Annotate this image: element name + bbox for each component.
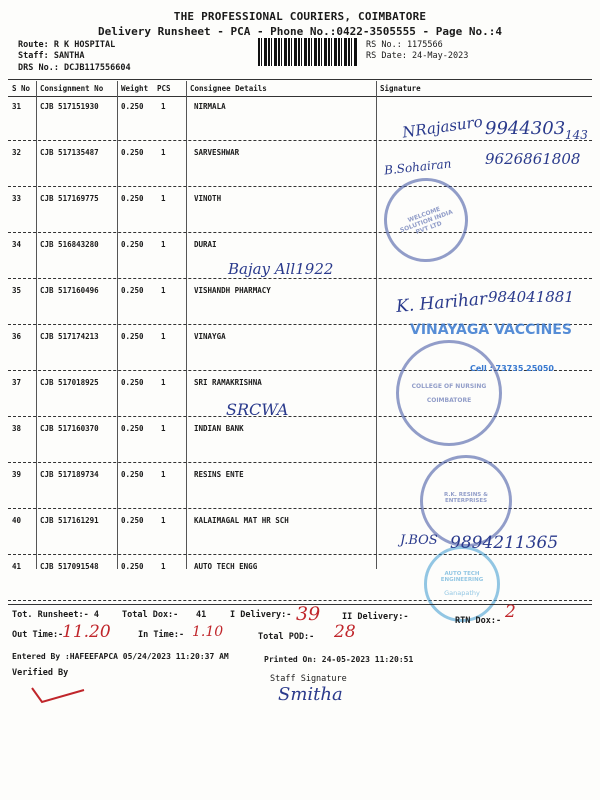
cell-weight: 0.250 bbox=[121, 470, 144, 479]
header-pcs: PCS bbox=[157, 84, 171, 93]
staff-signature-value: Smitha bbox=[278, 684, 343, 705]
table-top-rule bbox=[8, 79, 592, 80]
cell-consignee: VINOTH bbox=[194, 194, 222, 203]
cell-weight: 0.250 bbox=[121, 102, 144, 111]
cell-weight: 0.250 bbox=[121, 240, 144, 249]
cell-weight: 0.250 bbox=[121, 332, 144, 341]
cell-consignee: SRI RAMAKRISHNA bbox=[194, 378, 262, 387]
row-divider bbox=[8, 186, 592, 187]
signature-kalaimagal: J.BOS bbox=[400, 533, 438, 548]
col-divider bbox=[376, 81, 377, 569]
total-pod-label: Total POD:- bbox=[258, 632, 315, 642]
i-delivery-label: I Delivery:- bbox=[230, 610, 292, 620]
rtn-dox-value: 2 bbox=[505, 602, 516, 622]
cell-consignment: CJB 517135487 bbox=[40, 148, 99, 157]
cell-pcs: 1 bbox=[161, 562, 166, 571]
phone-nirmala-extra: 143 bbox=[565, 128, 588, 142]
cell-consignment: CJB 517091548 bbox=[40, 562, 99, 571]
printed-on: Printed On: 24-05-2023 11:20:51 bbox=[264, 655, 414, 664]
in-time-value: 1.10 bbox=[192, 624, 224, 640]
cell-weight: 0.250 bbox=[121, 562, 144, 571]
phone-kalaimagal: 9894211365 bbox=[450, 533, 559, 553]
cell-consignee: DURAI bbox=[194, 240, 217, 249]
route-label: Route: R K HOSPITAL bbox=[18, 40, 116, 50]
cell-consignment: CJB 517151930 bbox=[40, 102, 99, 111]
cell-weight: 0.250 bbox=[121, 148, 144, 157]
table-header-rule bbox=[8, 96, 592, 97]
barcode bbox=[258, 38, 358, 66]
stamp-rk-resins: R.K. RESINS & ENTERPRISES bbox=[420, 455, 512, 547]
staff-signature-label: Staff Signature bbox=[270, 674, 347, 684]
cell-pcs: 1 bbox=[161, 286, 166, 295]
cell-weight: 0.250 bbox=[121, 194, 144, 203]
cell-sno: 39 bbox=[12, 470, 22, 479]
total-pod-value: 28 bbox=[334, 622, 356, 642]
phone-sarveshwar: 9626861808 bbox=[485, 150, 581, 168]
cell-weight: 0.250 bbox=[121, 378, 144, 387]
cell-pcs: 1 bbox=[161, 424, 166, 433]
cell-consignment: CJB 517160496 bbox=[40, 286, 99, 295]
cell-consignment: CJB 517189734 bbox=[40, 470, 99, 479]
cell-consignee: VISHANDH PHARMACY bbox=[194, 286, 271, 295]
out-time-label: Out Time:- bbox=[12, 630, 64, 640]
ii-delivery-label: II Delivery:- bbox=[342, 612, 409, 622]
row-divider bbox=[8, 140, 592, 141]
i-delivery-value: 39 bbox=[296, 603, 321, 625]
signature-sarveshwar: B.Sohairan bbox=[383, 156, 452, 178]
cell-consignee: KALAIMAGAL MAT HR SCH bbox=[194, 516, 289, 525]
cell-sno: 35 bbox=[12, 286, 22, 295]
rs-date: RS Date: 24-May-2023 bbox=[366, 51, 469, 61]
drs-number: DRS No.: DCJB117556604 bbox=[18, 63, 131, 73]
cell-consignee: SARVESHWAR bbox=[194, 148, 240, 157]
cell-pcs: 1 bbox=[161, 102, 166, 111]
cell-consignment: CJB 517161291 bbox=[40, 516, 99, 525]
runsheet-title: Delivery Runsheet - PCA - Phone No.:0422-3505555 - Page No.:4 bbox=[98, 25, 502, 38]
cell-consignee: RESINS ENTE bbox=[194, 470, 244, 479]
phone-nirmala: 9944303 bbox=[485, 118, 566, 139]
row-divider bbox=[8, 600, 592, 601]
total-dox-label: Total Dox:- bbox=[122, 610, 179, 620]
cell-pcs: 1 bbox=[161, 148, 166, 157]
cell-consignment: CJB 516843280 bbox=[40, 240, 99, 249]
col-divider bbox=[36, 81, 37, 569]
in-time-label: In Time:- bbox=[138, 630, 185, 640]
cell-consignee: VINAYGA bbox=[194, 332, 226, 341]
col-divider bbox=[186, 81, 187, 569]
header-consignment: Consignment No bbox=[40, 84, 104, 93]
handwriting-durai: Bajay All1922 bbox=[228, 260, 334, 278]
row-divider bbox=[8, 416, 592, 417]
row-divider bbox=[8, 554, 592, 555]
rs-number: RS No.: 1175566 bbox=[366, 40, 443, 50]
signature-vishandh: K. Harihar bbox=[395, 289, 488, 317]
header-weight: Weight bbox=[121, 84, 149, 93]
cell-consignee: AUTO TECH ENGG bbox=[194, 562, 258, 571]
cell-sno: 38 bbox=[12, 424, 22, 433]
cell-consignment: CJB 517018925 bbox=[40, 378, 99, 387]
rtn-dox-label: RTN Dox:- bbox=[455, 616, 502, 626]
row-divider bbox=[8, 232, 592, 233]
stamp-vinayaga-phone: Cell : 73735 25050 bbox=[470, 364, 554, 373]
cell-weight: 0.250 bbox=[121, 424, 144, 433]
total-runsheet: Tot. Runsheet:- 4 bbox=[12, 610, 99, 620]
signature-nirmala: NRajasuro bbox=[401, 112, 484, 142]
cell-consignment: CJB 517169775 bbox=[40, 194, 99, 203]
cell-weight: 0.250 bbox=[121, 516, 144, 525]
phone-vishandh: 984041881 bbox=[488, 288, 574, 306]
stamp-vinayaga: VINAYAGA VACCINES bbox=[410, 322, 572, 338]
cell-consignee: NIRMALA bbox=[194, 102, 226, 111]
col-divider bbox=[117, 81, 118, 569]
cell-pcs: 1 bbox=[161, 332, 166, 341]
out-time-value: 11.20 bbox=[62, 622, 111, 642]
verified-by: Verified By bbox=[12, 668, 69, 678]
entered-by: Entered By :HAFEEFAPCA 05/24/2023 11:20:37 AM bbox=[12, 652, 229, 661]
header-sno: S No bbox=[12, 84, 31, 93]
stamp-auto-tech: AUTO TECH ENGINEERING Ganapathy bbox=[424, 546, 500, 622]
company-title: THE PROFESSIONAL COURIERS, COIMBATORE bbox=[173, 10, 427, 23]
cell-pcs: 1 bbox=[161, 194, 166, 203]
verified-checkmark-icon bbox=[28, 680, 88, 708]
row-divider bbox=[8, 462, 592, 463]
cell-sno: 41 bbox=[12, 562, 22, 571]
handwriting-sriramakrishna: SRCWA bbox=[226, 400, 289, 419]
cell-consignment: CJB 517160370 bbox=[40, 424, 99, 433]
row-divider bbox=[8, 278, 592, 279]
cell-sno: 36 bbox=[12, 332, 22, 341]
cell-sno: 32 bbox=[12, 148, 22, 157]
staff-label: Staff: SANTHA bbox=[18, 51, 85, 61]
cell-pcs: 1 bbox=[161, 378, 166, 387]
cell-sno: 31 bbox=[12, 102, 22, 111]
header-consignee: Consignee Details bbox=[190, 84, 267, 93]
stamp-college: COLLEGE OF NURSING COIMBATORE bbox=[396, 340, 502, 446]
cell-pcs: 1 bbox=[161, 470, 166, 479]
cell-sno: 34 bbox=[12, 240, 22, 249]
cell-sno: 33 bbox=[12, 194, 22, 203]
cell-sno: 40 bbox=[12, 516, 22, 525]
cell-weight: 0.250 bbox=[121, 286, 144, 295]
cell-consignee: INDIAN BANK bbox=[194, 424, 244, 433]
cell-pcs: 1 bbox=[161, 240, 166, 249]
header-signature: Signature bbox=[380, 84, 421, 93]
cell-sno: 37 bbox=[12, 378, 22, 387]
total-dox-value: 41 bbox=[196, 610, 207, 620]
cell-pcs: 1 bbox=[161, 516, 166, 525]
stamp-welcome-solution: WELCOME SOLUTION INDIA PVT LTD bbox=[372, 166, 480, 274]
cell-consignment: CJB 517174213 bbox=[40, 332, 99, 341]
